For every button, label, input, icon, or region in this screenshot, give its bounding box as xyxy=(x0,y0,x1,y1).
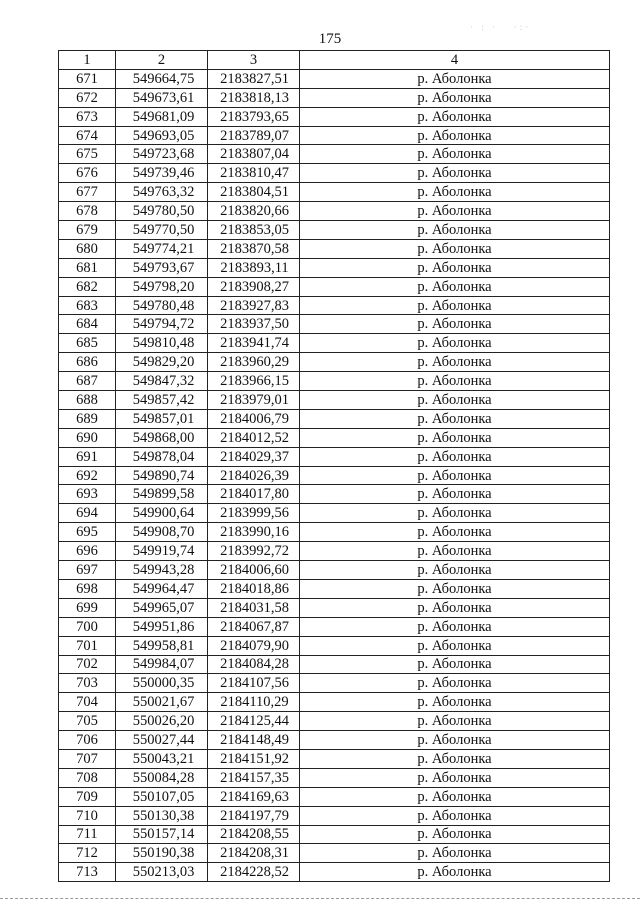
description-cell: р. Аболонка xyxy=(300,277,610,296)
description-cell: р. Аболонка xyxy=(300,258,610,277)
y-coordinate-cell: 2184031,58 xyxy=(208,598,300,617)
y-coordinate-cell: 2183870,58 xyxy=(208,239,300,258)
point-number-cell: 703 xyxy=(59,674,116,693)
description-cell: р. Аболонка xyxy=(300,598,610,617)
point-number-cell: 690 xyxy=(59,428,116,447)
y-coordinate-cell: 2183893,11 xyxy=(208,258,300,277)
description-cell: р. Аболонка xyxy=(300,825,610,844)
description-cell: р. Аболонка xyxy=(300,806,610,825)
table-row xyxy=(59,655,610,674)
y-coordinate-cell: 2183804,51 xyxy=(208,183,300,202)
description-cell: р. Аболонка xyxy=(300,712,610,731)
table-row xyxy=(59,636,610,655)
table-row xyxy=(59,466,610,485)
y-coordinate-cell: 2183908,27 xyxy=(208,277,300,296)
x-coordinate-cell: 550026,20 xyxy=(116,712,208,731)
x-coordinate-cell: 550130,38 xyxy=(116,806,208,825)
x-coordinate-cell: 549794,72 xyxy=(116,315,208,334)
table-row xyxy=(59,561,610,580)
table-row xyxy=(59,447,610,466)
y-coordinate-cell: 2183992,72 xyxy=(208,542,300,561)
y-coordinate-cell: 2183818,13 xyxy=(208,88,300,107)
x-coordinate-cell: 550000,35 xyxy=(116,674,208,693)
x-coordinate-cell: 549780,50 xyxy=(116,202,208,221)
x-coordinate-cell: 550107,05 xyxy=(116,787,208,806)
y-coordinate-cell: 2184012,52 xyxy=(208,428,300,447)
point-number-cell: 711 xyxy=(59,825,116,844)
y-coordinate-cell: 2184079,90 xyxy=(208,636,300,655)
table-row xyxy=(59,806,610,825)
table-row xyxy=(59,731,610,750)
table-row xyxy=(59,164,610,183)
y-coordinate-cell: 2184197,79 xyxy=(208,806,300,825)
description-cell: р. Аболонка xyxy=(300,202,610,221)
point-number-cell: 691 xyxy=(59,447,116,466)
description-cell: р. Аболонка xyxy=(300,863,610,882)
x-coordinate-cell: 549878,04 xyxy=(116,447,208,466)
description-cell: р. Аболонка xyxy=(300,183,610,202)
x-coordinate-cell: 549847,32 xyxy=(116,372,208,391)
point-number-cell: 672 xyxy=(59,88,116,107)
y-coordinate-cell: 2184169,63 xyxy=(208,787,300,806)
description-cell: р. Аболонка xyxy=(300,636,610,655)
point-number-cell: 686 xyxy=(59,353,116,372)
table-row xyxy=(59,428,610,447)
y-coordinate-cell: 2184148,49 xyxy=(208,731,300,750)
x-coordinate-cell: 550021,67 xyxy=(116,693,208,712)
column-header-2: 2 xyxy=(116,51,208,70)
table-row xyxy=(59,239,610,258)
y-coordinate-cell: 2184151,92 xyxy=(208,749,300,768)
table-row xyxy=(59,221,610,240)
table-row xyxy=(59,258,610,277)
description-cell: р. Аболонка xyxy=(300,674,610,693)
y-coordinate-cell: 2184006,79 xyxy=(208,409,300,428)
x-coordinate-cell: 549780,48 xyxy=(116,296,208,315)
description-cell: р. Аболонка xyxy=(300,372,610,391)
description-cell: р. Аболонка xyxy=(300,523,610,542)
column-header-4: 4 xyxy=(300,51,610,70)
y-coordinate-cell: 2183979,01 xyxy=(208,391,300,410)
description-cell: р. Аболонка xyxy=(300,409,610,428)
point-number-cell: 693 xyxy=(59,485,116,504)
y-coordinate-cell: 2184018,86 xyxy=(208,579,300,598)
description-cell: р. Аболонка xyxy=(300,542,610,561)
x-coordinate-cell: 549965,07 xyxy=(116,598,208,617)
y-coordinate-cell: 2184107,56 xyxy=(208,674,300,693)
y-coordinate-cell: 2183807,04 xyxy=(208,145,300,164)
x-coordinate-cell: 549958,81 xyxy=(116,636,208,655)
point-number-cell: 698 xyxy=(59,579,116,598)
x-coordinate-cell: 549868,00 xyxy=(116,428,208,447)
x-coordinate-cell: 550043,21 xyxy=(116,749,208,768)
x-coordinate-cell: 549951,86 xyxy=(116,617,208,636)
table-row xyxy=(59,504,610,523)
point-number-cell: 700 xyxy=(59,617,116,636)
x-coordinate-cell: 549763,32 xyxy=(116,183,208,202)
point-number-cell: 683 xyxy=(59,296,116,315)
description-cell: р. Аболонка xyxy=(300,731,610,750)
description-cell: р. Аболонка xyxy=(300,391,610,410)
y-coordinate-cell: 2183793,65 xyxy=(208,107,300,126)
x-coordinate-cell: 550213,03 xyxy=(116,863,208,882)
x-coordinate-cell: 549857,01 xyxy=(116,409,208,428)
point-number-cell: 710 xyxy=(59,806,116,825)
y-coordinate-cell: 2184026,39 xyxy=(208,466,300,485)
x-coordinate-cell: 549798,20 xyxy=(116,277,208,296)
description-cell: р. Аболонка xyxy=(300,315,610,334)
point-number-cell: 713 xyxy=(59,863,116,882)
y-coordinate-cell: 2183927,83 xyxy=(208,296,300,315)
x-coordinate-cell: 549899,58 xyxy=(116,485,208,504)
x-coordinate-cell: 549964,47 xyxy=(116,579,208,598)
table-row xyxy=(59,787,610,806)
table-row xyxy=(59,88,610,107)
table-row xyxy=(59,372,610,391)
table-row xyxy=(59,107,610,126)
x-coordinate-cell: 549829,20 xyxy=(116,353,208,372)
y-coordinate-cell: 2183789,07 xyxy=(208,126,300,145)
table-row xyxy=(59,598,610,617)
y-coordinate-cell: 2184006,60 xyxy=(208,561,300,580)
y-coordinate-cell: 2184228,52 xyxy=(208,863,300,882)
table-row xyxy=(59,768,610,787)
y-coordinate-cell: 2183827,51 xyxy=(208,69,300,88)
y-coordinate-cell: 2184208,31 xyxy=(208,844,300,863)
point-number-cell: 699 xyxy=(59,598,116,617)
description-cell: р. Аболонка xyxy=(300,353,610,372)
x-coordinate-cell: 549693,05 xyxy=(116,126,208,145)
point-number-cell: 681 xyxy=(59,258,116,277)
point-number-cell: 695 xyxy=(59,523,116,542)
x-coordinate-cell: 549793,67 xyxy=(116,258,208,277)
description-cell: р. Аболонка xyxy=(300,447,610,466)
y-coordinate-cell: 2183999,56 xyxy=(208,504,300,523)
point-number-cell: 707 xyxy=(59,749,116,768)
y-coordinate-cell: 2183960,29 xyxy=(208,353,300,372)
point-number-cell: 678 xyxy=(59,202,116,221)
x-coordinate-cell: 549908,70 xyxy=(116,523,208,542)
point-number-cell: 671 xyxy=(59,69,116,88)
description-cell: р. Аболонка xyxy=(300,145,610,164)
table-row xyxy=(59,523,610,542)
table-row xyxy=(59,391,610,410)
point-number-cell: 677 xyxy=(59,183,116,202)
x-coordinate-cell: 549681,09 xyxy=(116,107,208,126)
coordinates-table xyxy=(58,50,610,882)
point-number-cell: 685 xyxy=(59,334,116,353)
table-row xyxy=(59,126,610,145)
table-row xyxy=(59,409,610,428)
x-coordinate-cell: 550190,38 xyxy=(116,844,208,863)
y-coordinate-cell: 2184067,87 xyxy=(208,617,300,636)
y-coordinate-cell: 2183937,50 xyxy=(208,315,300,334)
y-coordinate-cell: 2184110,29 xyxy=(208,693,300,712)
point-number-cell: 701 xyxy=(59,636,116,655)
table-row xyxy=(59,183,610,202)
x-coordinate-cell: 549919,74 xyxy=(116,542,208,561)
point-number-cell: 676 xyxy=(59,164,116,183)
description-cell: р. Аболонка xyxy=(300,126,610,145)
point-number-cell: 712 xyxy=(59,844,116,863)
description-cell: р. Аболонка xyxy=(300,749,610,768)
description-cell: р. Аболонка xyxy=(300,107,610,126)
y-coordinate-cell: 2184208,55 xyxy=(208,825,300,844)
x-coordinate-cell: 550157,14 xyxy=(116,825,208,844)
point-number-cell: 692 xyxy=(59,466,116,485)
point-number-cell: 680 xyxy=(59,239,116,258)
table-row xyxy=(59,296,610,315)
description-cell: р. Аболонка xyxy=(300,239,610,258)
description-cell: р. Аболонка xyxy=(300,844,610,863)
y-coordinate-cell: 2183820,66 xyxy=(208,202,300,221)
description-cell: р. Аболонка xyxy=(300,485,610,504)
table-row xyxy=(59,485,610,504)
table-row xyxy=(59,579,610,598)
table-row xyxy=(59,674,610,693)
scan-specks: · : · ·:· xyxy=(470,22,532,32)
description-cell: р. Аболонка xyxy=(300,504,610,523)
y-coordinate-cell: 2183990,16 xyxy=(208,523,300,542)
y-coordinate-cell: 2183941,74 xyxy=(208,334,300,353)
point-number-cell: 694 xyxy=(59,504,116,523)
x-coordinate-cell: 549943,28 xyxy=(116,561,208,580)
point-number-cell: 675 xyxy=(59,145,116,164)
x-coordinate-cell: 549810,48 xyxy=(116,334,208,353)
table-row xyxy=(59,844,610,863)
description-cell: р. Аболонка xyxy=(300,655,610,674)
point-number-cell: 708 xyxy=(59,768,116,787)
table-header-row xyxy=(59,51,610,70)
point-number-cell: 709 xyxy=(59,787,116,806)
point-number-cell: 696 xyxy=(59,542,116,561)
y-coordinate-cell: 2183810,47 xyxy=(208,164,300,183)
x-coordinate-cell: 549890,74 xyxy=(116,466,208,485)
point-number-cell: 684 xyxy=(59,315,116,334)
x-coordinate-cell: 549857,42 xyxy=(116,391,208,410)
column-header-3: 3 xyxy=(208,51,300,70)
description-cell: р. Аболонка xyxy=(300,221,610,240)
description-cell: р. Аболонка xyxy=(300,787,610,806)
table-row xyxy=(59,749,610,768)
point-number-cell: 697 xyxy=(59,561,116,580)
table-row xyxy=(59,712,610,731)
table-row xyxy=(59,145,610,164)
x-coordinate-cell: 550084,28 xyxy=(116,768,208,787)
y-coordinate-cell: 2184084,28 xyxy=(208,655,300,674)
table-row xyxy=(59,825,610,844)
point-number-cell: 673 xyxy=(59,107,116,126)
x-coordinate-cell: 549900,64 xyxy=(116,504,208,523)
table-row xyxy=(59,202,610,221)
table-row xyxy=(59,693,610,712)
description-cell: р. Аболонка xyxy=(300,693,610,712)
column-header-1: 1 xyxy=(59,51,116,70)
scan-edge-line xyxy=(0,898,640,899)
point-number-cell: 689 xyxy=(59,409,116,428)
y-coordinate-cell: 2184157,35 xyxy=(208,768,300,787)
y-coordinate-cell: 2183853,05 xyxy=(208,221,300,240)
description-cell: р. Аболонка xyxy=(300,296,610,315)
x-coordinate-cell: 549723,68 xyxy=(116,145,208,164)
description-cell: р. Аболонка xyxy=(300,69,610,88)
y-coordinate-cell: 2184017,80 xyxy=(208,485,300,504)
y-coordinate-cell: 2183966,15 xyxy=(208,372,300,391)
point-number-cell: 688 xyxy=(59,391,116,410)
x-coordinate-cell: 550027,44 xyxy=(116,731,208,750)
y-coordinate-cell: 2184125,44 xyxy=(208,712,300,731)
point-number-cell: 687 xyxy=(59,372,116,391)
table-row xyxy=(59,334,610,353)
point-number-cell: 704 xyxy=(59,693,116,712)
table-body xyxy=(59,69,610,881)
description-cell: р. Аболонка xyxy=(300,768,610,787)
x-coordinate-cell: 549774,21 xyxy=(116,239,208,258)
description-cell: р. Аболонка xyxy=(300,428,610,447)
point-number-cell: 702 xyxy=(59,655,116,674)
table-row xyxy=(59,617,610,636)
table-row xyxy=(59,69,610,88)
page-number: 175 xyxy=(318,31,342,47)
point-number-cell: 705 xyxy=(59,712,116,731)
point-number-cell: 679 xyxy=(59,221,116,240)
point-number-cell: 706 xyxy=(59,731,116,750)
x-coordinate-cell: 549984,07 xyxy=(116,655,208,674)
description-cell: р. Аболонка xyxy=(300,164,610,183)
table-row xyxy=(59,353,610,372)
x-coordinate-cell: 549770,50 xyxy=(116,221,208,240)
description-cell: р. Аболонка xyxy=(300,334,610,353)
description-cell: р. Аболонка xyxy=(300,617,610,636)
table-row xyxy=(59,277,610,296)
table-row xyxy=(59,863,610,882)
x-coordinate-cell: 549664,75 xyxy=(116,69,208,88)
point-number-cell: 682 xyxy=(59,277,116,296)
x-coordinate-cell: 549739,46 xyxy=(116,164,208,183)
y-coordinate-cell: 2184029,37 xyxy=(208,447,300,466)
description-cell: р. Аболонка xyxy=(300,579,610,598)
x-coordinate-cell: 549673,61 xyxy=(116,88,208,107)
description-cell: р. Аболонка xyxy=(300,561,610,580)
description-cell: р. Аболонка xyxy=(300,466,610,485)
point-number-cell: 674 xyxy=(59,126,116,145)
table-row xyxy=(59,315,610,334)
description-cell: р. Аболонка xyxy=(300,88,610,107)
table-row xyxy=(59,542,610,561)
